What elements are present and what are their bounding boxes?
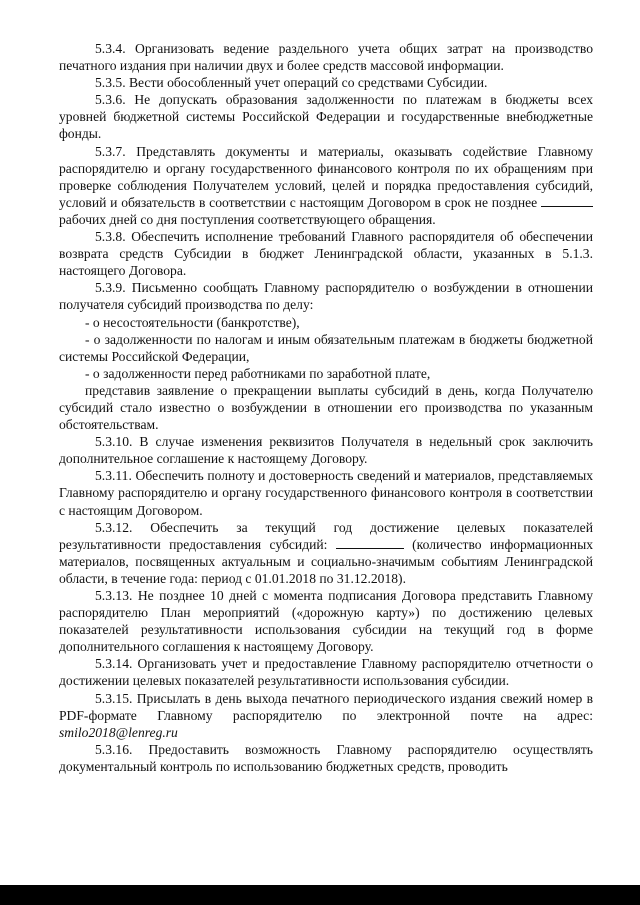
clause-5-3-9-tail: представив заявление о прекращении выплаты субсидий в день, когда Получателю субсидий стало известно о возбуждении в отношении его производства по указанным обстоятельствам. (59, 382, 593, 433)
clause-5-3-11: 5.3.11. Обеспечить полноту и достоверность сведений и материалов, представляемых Главному распорядителю и органу государственного финансового контроля в соответствии с настоящим Договором. (59, 468, 593, 518)
clause-5-3-14: 5.3.14. Организовать учет и предоставление Главному распорядителю отчетности о достижении целевых показателей результативности использования субсидии. (59, 656, 593, 689)
clause-5-3-9: 5.3.9. Письменно сообщать Главному распорядителю о возбуждении в отношении получателя субсидий производства по делу: (59, 280, 593, 313)
list-item-tax-debt: - о задолженности по налогам и иным обязательным платежам в бюджеты бюджетной системы Российской Федерации, (59, 331, 593, 364)
document-page (59, 40, 593, 775)
clause-5-3-4: 5.3.4. Организовать ведение раздельного учета общих затрат на производство печатного издания при наличии двух и более средств массовой информации. (59, 41, 593, 74)
clause-5-3-12-text-a: 5.3.12. Обеспечить за текущий год достижение целевых показателей результативности предоставления субсидий: (59, 519, 593, 552)
clause-5-3-5: 5.3.5. Вести обособленный учет операций со средствами Субсидии. (95, 75, 488, 91)
clause-5-3-8: 5.3.8. Обеспечить исполнение требований Главного распорядителя об обеспечении возврата средств Субсидии в бюджет Ленинградской области, указанных в 5.1.3. настоящего Договора. (59, 229, 593, 279)
clause-5-3-7 (59, 143, 593, 228)
clause-5-3-16: 5.3.16. Предоставить возможность Главному распорядителю осуществлять документальный контроль по использованию бюджетных средств, проводить (59, 741, 593, 774)
clause-5-3-12-text-b: (количество информационных материалов, посвященных актуальным и социально-значимым событиям Ленинградской области, в течение года: период с 01.01.2018 по 31.12.2018). (59, 536, 594, 586)
scan-bottom-edge (0, 885, 640, 905)
clause-5-3-12 (59, 519, 593, 587)
clause-5-3-7-text-b: рабочих дней со дня поступления соответствующего обращения. (59, 211, 436, 227)
clause-5-3-10: 5.3.10. В случае изменения реквизитов Получателя в недельный срок заключить дополнительное соглашение к настоящему Договору. (59, 434, 593, 467)
clause-5-3-6: 5.3.6. Не допускать образования задолженности по платежам в бюджеты всех уровней бюджетной системы Российской Федерации и государственные внебюджетные фонды. (59, 92, 593, 142)
email-address: smilo2018@lenreg.ru (59, 724, 178, 740)
clause-5-3-15 (59, 690, 593, 741)
clause-5-3-15-text: 5.3.15. Присылать в день выхода печатного периодического издания свежий номер в PDF-формате Главному распорядителю по электронной почте на адрес: (59, 690, 593, 723)
list-item-wage-debt: - о задолженности перед работниками по заработной плате, (85, 365, 431, 381)
clause-5-3-13: 5.3.13. Не позднее 10 дней с момента подписания Договора представить Главному распорядителю План мероприятий («дорожную карту») по достижению целевых показателей результативности использования субсидии на текущий год в форме дополнительного соглашения к настоящему Договору. (59, 588, 593, 655)
clause-5-3-7-text-a: 5.3.7. Представлять документы и материалы, оказывать содействие Главному распорядителю и органу государственного финансового контроля по их обращениям при проверке соблюдения Получателем условий, целей и порядка предоставления субсидий, условий и обязательств в соответствии с настоящим Договором в срок не позднее (59, 143, 593, 210)
blank-days-field (541, 194, 593, 207)
list-item-bankruptcy: - о несостоятельности (банкротстве), (85, 314, 300, 330)
blank-target-field (336, 536, 404, 549)
